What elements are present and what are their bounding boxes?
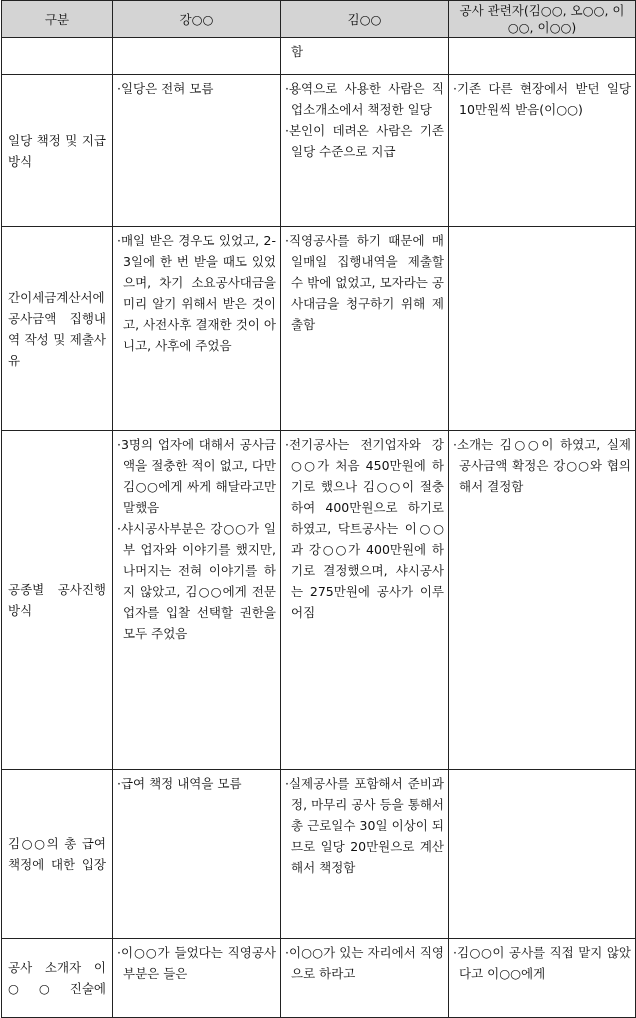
cell-kim	[281, 75, 449, 227]
cell-item: ·용역으로 사용한 사람은 직업소개소에서 책정한 일당	[285, 81, 444, 117]
table-row	[2, 939, 636, 1018]
row-label: 간이세금계산서에 공사금액 집행내역 작성 및 제출사유	[2, 227, 113, 431]
cell-kim	[281, 770, 449, 939]
cell-related	[449, 431, 636, 770]
cell-kim	[281, 227, 449, 431]
cell-item: ·급여 책정 내역을 모름	[117, 776, 242, 791]
table-row	[2, 227, 636, 431]
cell-item: ·기존 다른 현장에서 받던 일당 10만원씩 받음(이○○)	[453, 81, 631, 117]
cell-related	[449, 770, 636, 939]
cell-item: ·이○○가 있는 자리에서 직영으로 하라고	[285, 945, 444, 981]
header-related-parties: 공사 관련자(김○○, 오○○, 이○○, 이○○)	[449, 1, 636, 38]
table-row	[2, 38, 636, 75]
header-person-kang: 강○○	[113, 1, 281, 38]
cell-item: ·이○○가 들었다는 직영공사부분은 들은	[117, 945, 276, 981]
cell-kang	[113, 227, 281, 431]
cell-item: ·3명의 업자에 대해서 공사금액을 절충한 적이 없고, 다만 김○○에게 싸게 해달라고만 말했음	[117, 437, 276, 515]
cell-kang	[113, 939, 281, 1018]
cell-related	[449, 75, 636, 227]
cell-item: ·본인이 데려온 사람은 기존 일당 수준으로 지급	[285, 123, 444, 159]
cell-related	[449, 38, 636, 75]
cell-item: ·매일 받은 경우도 있었고, 2-3일에 한 번 받을 때도 있었으며, 차기 소요공사대금을 미리 알기 위해서 받은 것이고, 사전사후 결재한 것이 아니고, 사후에 주었음	[117, 233, 276, 353]
cell-kang	[113, 431, 281, 770]
row-label	[2, 38, 113, 75]
table-row	[2, 75, 636, 227]
cell-kang	[113, 75, 281, 227]
row-label: 공종별 공사진행방식	[2, 431, 113, 770]
row-label: 공사 소개자 이○○진술에	[2, 939, 113, 1018]
cell-kim	[281, 38, 449, 75]
cell-kim	[281, 431, 449, 770]
cell-item: ·소개는 김○○이 하였고, 실제 공사금액 확정은 강○○와 협의해서 결정함	[453, 437, 631, 494]
table-row	[2, 431, 636, 770]
cell-related	[449, 227, 636, 431]
cell-kang	[113, 38, 281, 75]
header-row	[2, 1, 636, 38]
comparison-table	[1, 0, 636, 1018]
table-row	[2, 770, 636, 939]
cell-kim	[281, 939, 449, 1018]
cell-related	[449, 939, 636, 1018]
cell-item: ·김○○이 공사를 직접 맡지 않았다고 이○○에게	[453, 945, 631, 981]
cell-item: ·샤시공사부분은 강○○가 일부 업자와 이야기를 했지만, 나머지는 전혀 이야기를 하지 않았고, 김○○에게 전문업자를 입찰 선택할 권한을 모두 주었음	[117, 521, 276, 641]
cell-item: ·전기공사는 전기업자와 강○○가 처음 450만원에 하기로 했으나 김○○이 절충하여 400만원으로 하기로 하였고, 닥트공사는 이○○과 강○○가 400만원에 하기로 결정했으며, 샤시공사는 275만원에 공사가 이루어짐	[285, 437, 444, 620]
header-category: 구분	[2, 1, 113, 38]
cell-kang	[113, 770, 281, 939]
cell-item: ·실제공사를 포함해서 준비과정, 마무리 공사 등을 통해서 총 근로일수 30일 이상이 되므로 일당 20만원으로 계산해서 책정함	[285, 776, 444, 875]
header-person-kim: 김○○	[281, 1, 449, 38]
continued-text: 함	[291, 44, 304, 59]
cell-item: ·직영공사를 하기 때문에 매일매일 집행내역을 제출할 수 밖에 없었고, 모자라는 공사대금을 청구하기 위해 제출함	[285, 233, 444, 332]
row-label: 김○○의 총 급여 책정에 대한 입장	[2, 770, 113, 939]
cell-item: ·일당은 전혀 모름	[117, 81, 214, 96]
row-label: 일당 책정 및 지급 방식	[2, 75, 113, 227]
